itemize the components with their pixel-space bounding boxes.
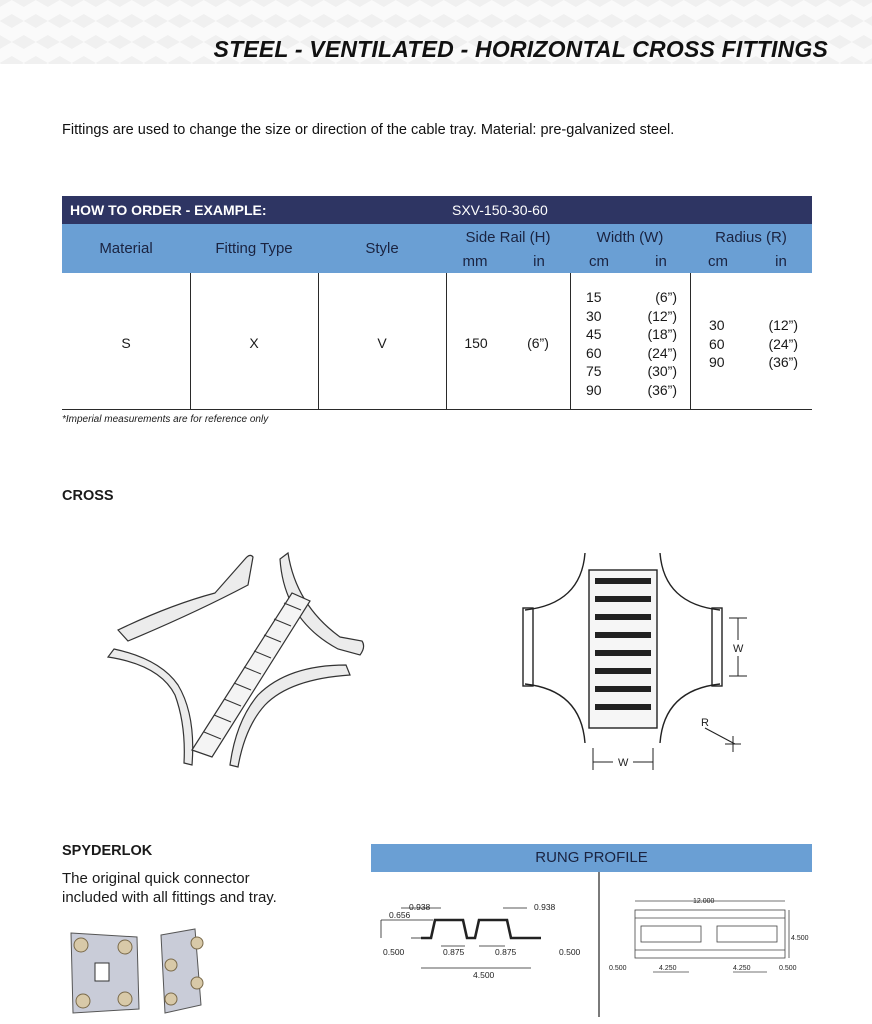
spyderlok-label: SPYDERLOK — [62, 843, 153, 859]
dim-4250-left: 4.250 — [659, 965, 677, 972]
dim-0500-bottom-left: 0.500 — [609, 965, 627, 972]
header-side-rail-mm: mm — [462, 253, 488, 270]
dim-4500-vertical: 4.500 — [791, 935, 809, 942]
cross-isometric-drawing — [100, 545, 380, 770]
dim-4500: 4.500 — [473, 970, 495, 980]
header-radius-in: in — [775, 253, 787, 270]
cell-style: V — [377, 335, 387, 351]
radius-cm-value: 90 — [709, 354, 725, 370]
header-side-rail-in: in — [533, 253, 545, 270]
dim-4250-right: 4.250 — [733, 965, 751, 972]
dim-12000: 12.000 — [693, 898, 715, 905]
dim-0938-top-right: 0.938 — [534, 902, 556, 912]
width-in-value: (24”) — [647, 344, 677, 361]
rung-profile-drawing — [371, 872, 812, 1017]
cell-fitting-type: X — [249, 335, 259, 351]
dim-0656: 0.656 — [389, 910, 411, 920]
width-in-value: (12”) — [647, 307, 677, 324]
spyderlok-description — [62, 869, 322, 907]
header-side-rail: Side Rail (H) — [465, 229, 551, 246]
order-heading-bar — [62, 196, 812, 224]
header-width: Width (W) — [596, 229, 664, 246]
dim-0875-right: 0.875 — [495, 947, 517, 957]
header-width-cm: cm — [589, 253, 609, 270]
width-cm-value: 90 — [586, 381, 602, 398]
order-table-body — [62, 273, 812, 410]
divider — [446, 273, 447, 410]
dim-0500-bottom-right: 0.500 — [779, 965, 797, 972]
header-radius-cm: cm — [708, 253, 728, 270]
width-cm-value: 60 — [586, 344, 602, 361]
dim-0500-left: 0.500 — [383, 947, 405, 957]
radius-cm-value: 60 — [709, 335, 725, 352]
cross-dim-w-horizontal: W — [618, 757, 629, 769]
radius-in-value: (24”) — [768, 335, 798, 352]
cell-side-rail-mm: 150 — [464, 335, 488, 351]
spyderlok-desc-line1: The original quick connector — [62, 870, 250, 887]
cross-dim-r: R — [701, 717, 709, 729]
divider — [690, 273, 691, 410]
cross-dim-w-vertical: W — [733, 643, 744, 655]
cell-material: S — [121, 335, 131, 351]
width-in-value: (36”) — [647, 381, 677, 398]
spyderlok-desc-line2: included with all fittings and tray. — [62, 889, 277, 906]
cross-section-label: CROSS — [62, 488, 114, 504]
intro-text: Fittings are used to change the size or direction of the cable tray. Material: pre-galvanized steel. — [62, 122, 675, 138]
width-in-value: (6”) — [655, 289, 677, 305]
rung-profile-box — [371, 872, 812, 1017]
header-width-in: in — [655, 253, 667, 270]
radius-in-value: (36”) — [768, 354, 798, 370]
dim-0875-left: 0.875 — [443, 947, 465, 957]
rung-profile-header: RUNG PROFILE — [371, 844, 812, 872]
width-cm-value: 30 — [586, 307, 602, 324]
width-cm-value: 15 — [586, 289, 602, 305]
order-column-headers — [62, 224, 812, 273]
cell-side-rail-in: (6”) — [527, 335, 549, 351]
width-in-value: (18”) — [647, 326, 677, 342]
cross-plan-drawing — [515, 548, 755, 778]
width-cm-value: 75 — [586, 363, 602, 379]
width-in-value: (30”) — [647, 363, 677, 379]
divider — [570, 273, 571, 410]
header-material: Material — [99, 240, 153, 257]
order-heading: HOW TO ORDER - EXAMPLE: — [70, 202, 267, 218]
imperial-note: *Imperial measurements are for reference only — [62, 414, 269, 425]
width-in-list — [643, 288, 677, 399]
width-cm-list — [586, 288, 602, 399]
radius-cm-list — [709, 316, 725, 372]
dim-0500-right: 0.500 — [559, 947, 581, 957]
width-cm-value: 45 — [586, 326, 602, 342]
radius-cm-value: 30 — [709, 317, 725, 333]
radius-in-list — [762, 316, 798, 372]
header-style: Style — [365, 240, 399, 257]
order-example-code: SXV-150-30-60 — [452, 202, 548, 218]
header-fitting-type: Fitting Type — [215, 240, 293, 257]
page-title: STEEL - VENTILATED - HORIZONTAL CROSS FITTINGS — [213, 36, 828, 62]
dim-0938-top-left: 0.938 — [409, 902, 431, 912]
radius-in-value: (12”) — [768, 317, 798, 333]
spyderlok-connector-image — [65, 925, 225, 1017]
header-radius: Radius (R) — [715, 229, 787, 246]
